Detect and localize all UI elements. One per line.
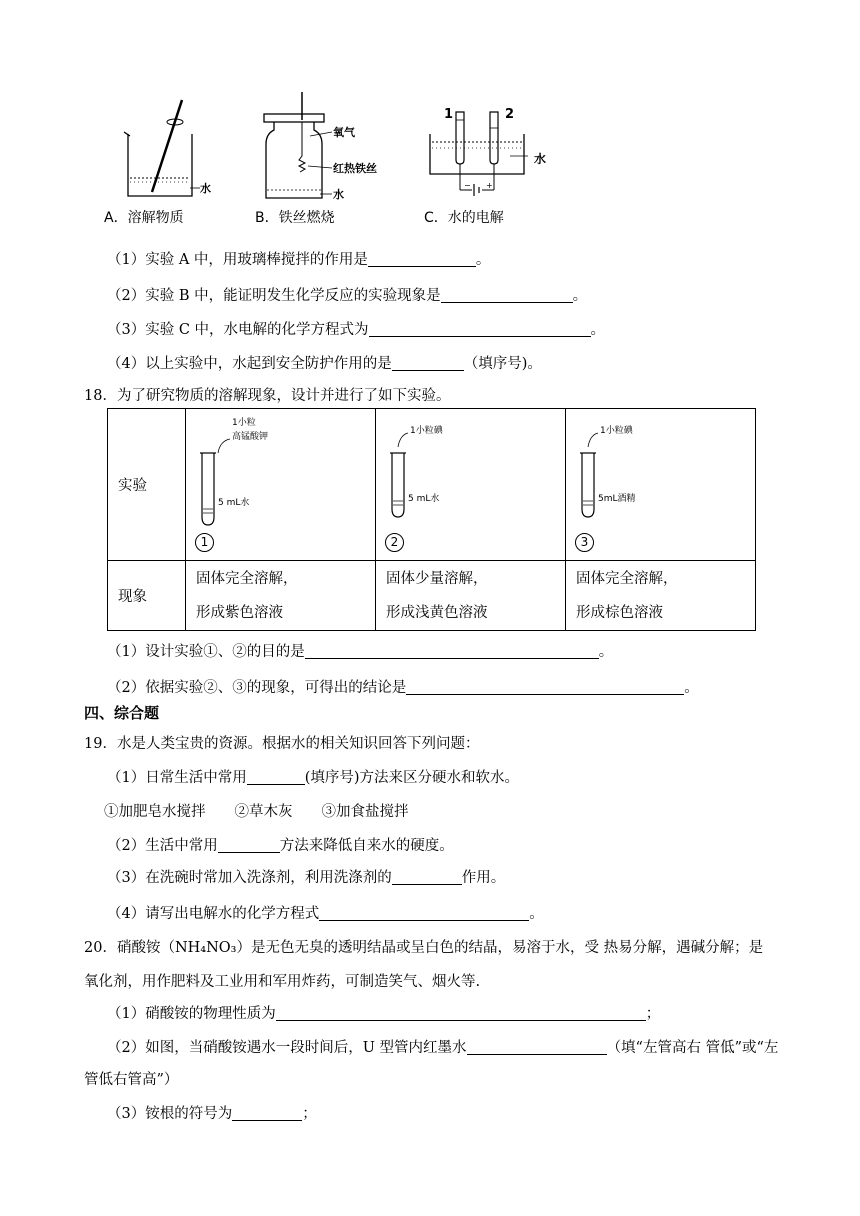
electrode-2-label: 2 (505, 107, 515, 122)
figure-caption-b: B．铁丝燃烧 (255, 210, 335, 226)
svg-text:1小粒碘: 1小粒碘 (600, 425, 633, 436)
svg-text:高锰酸钾: 高锰酸钾 (232, 431, 269, 442)
svg-text:5 mL水: 5 mL水 (218, 497, 250, 508)
beaker-water-label: 水 (200, 182, 211, 195)
q19-stem: 19．水是人类宝贵的资源。根据水的相关知识回答下列问题： (84, 736, 480, 752)
electrode-1-label: 1 (444, 107, 454, 122)
electrolysis-water-label: 水 (534, 152, 547, 166)
q20-stem-line-1: 20．硝酸铵（NH₄NO₃）是无色无臭的透明结晶或呈白色的结晶，易溶于水，受 热易分解，遇碱分解；是 (84, 940, 764, 956)
phenomenon-cell-2: 固体少量溶解， 形成浅黄色溶液 (376, 561, 566, 631)
answer-blank[interactable] (232, 1106, 302, 1121)
svg-text:1小粒: 1小粒 (232, 417, 256, 428)
answer-blank[interactable] (392, 356, 464, 371)
q17-item-1: （1）实验 A 中，用玻璃棒搅拌的作用是 。 (107, 252, 491, 268)
q19-item-2: （2）生活中常用 方法来降低自来水的硬度。 (107, 838, 454, 854)
test-tube-figure (576, 413, 746, 553)
q20-item-1: （1）硝酸铵的物理性质为 ； (107, 1006, 661, 1022)
section-heading: 四、综合题 (84, 704, 160, 722)
phenomenon-cell-3: 固体完全溶解， 形成棕色溶液 (566, 561, 756, 631)
figure-caption-c: C．水的电解 (424, 210, 504, 226)
svg-text:−: − (464, 181, 471, 190)
svg-text:5 mL水: 5 mL水 (408, 493, 440, 504)
experiment-number-3: 3 (575, 533, 594, 552)
q20-item-2: （2）如图，当硝酸铵遇水一段时间后，U 型管内红墨水 （填“左管高右 管低”或“左 (107, 1040, 779, 1056)
row-header-experiment: 实验 (108, 409, 186, 561)
q20-item-3: （3）铵根的符号为 ； (107, 1106, 317, 1122)
experiment-table (107, 408, 756, 631)
figure-caption-a: A．溶解物质 (104, 210, 184, 226)
q18-item-1: （1）设计实验①、②的目的是 。 (107, 644, 614, 660)
answer-blank[interactable] (441, 288, 573, 303)
experiment-number-2: 2 (385, 533, 404, 552)
iron-wire-label: 红热铁丝 (333, 162, 377, 175)
phenomenon-cell-1: 固体完全溶解， 形成紫色溶液 (186, 561, 376, 631)
q17-item-4: （4）以上实验中，水起到安全防护作用的是 （填序号)。 (107, 356, 542, 372)
q17-item-2: （2）实验 B 中，能证明发生化学反应的实验现象是 。 (107, 288, 588, 304)
answer-blank[interactable] (369, 322, 591, 337)
tube-cell-3 (566, 409, 756, 561)
q20-stem-line-2: 氧化剂，用作肥料及工业用和军用炸药，可制造笑气、烟火等. (84, 974, 481, 990)
q19-item-4: （4）请写出电解水的化学方程式 。 (107, 906, 544, 922)
beaker-figure (120, 92, 210, 202)
answer-blank[interactable] (368, 252, 476, 267)
answer-blank[interactable] (276, 1006, 646, 1021)
answer-blank[interactable] (305, 644, 599, 659)
jar-water-label: 水 (333, 188, 344, 201)
q19-item-3: （3）在洗碗时常加入洗涤剂，利用洗涤剂的 作用。 (107, 870, 506, 886)
answer-blank[interactable] (392, 870, 462, 885)
svg-text:5mL酒精: 5mL酒精 (598, 493, 636, 504)
answer-blank[interactable] (247, 770, 305, 785)
gas-jar-figure (260, 90, 340, 202)
test-tube-figure (196, 413, 366, 553)
answer-blank[interactable] (319, 906, 529, 921)
experiment-number-1: 1 (195, 533, 214, 552)
q19-item-1: （1）日常生活中常用 (填序号)方法来区分硬水和软水。 (107, 770, 520, 786)
test-tube-figure (386, 413, 556, 553)
table-row (108, 561, 756, 631)
q20-item-2-cont: 管低右管高”） (84, 1072, 179, 1088)
q18-stem: 18．为了研究物质的溶解现象，设计并进行了如下实验。 (84, 388, 451, 404)
tube-cell-2 (376, 409, 566, 561)
answer-blank[interactable] (218, 838, 280, 853)
svg-text:+: + (486, 181, 493, 190)
tube-cell-1 (186, 409, 376, 561)
q17-item-3: （3）实验 C 中，水电解的化学方程式为 。 (107, 322, 606, 338)
answer-blank[interactable] (467, 1040, 607, 1055)
svg-text:1小粒碘: 1小粒碘 (410, 425, 443, 436)
q18-item-2: （2）依据实验②、③的现象，可得出的结论是 。 (107, 680, 699, 696)
oxygen-label: 氧气 (333, 126, 355, 139)
answer-blank[interactable] (406, 680, 684, 695)
q19-options: ①加肥皂水搅拌 ②草木灰 ③加食盐搅拌 (104, 804, 409, 820)
table-row (108, 409, 756, 561)
electrolysis-figure (428, 108, 528, 204)
row-header-phenomenon: 现象 (108, 561, 186, 631)
